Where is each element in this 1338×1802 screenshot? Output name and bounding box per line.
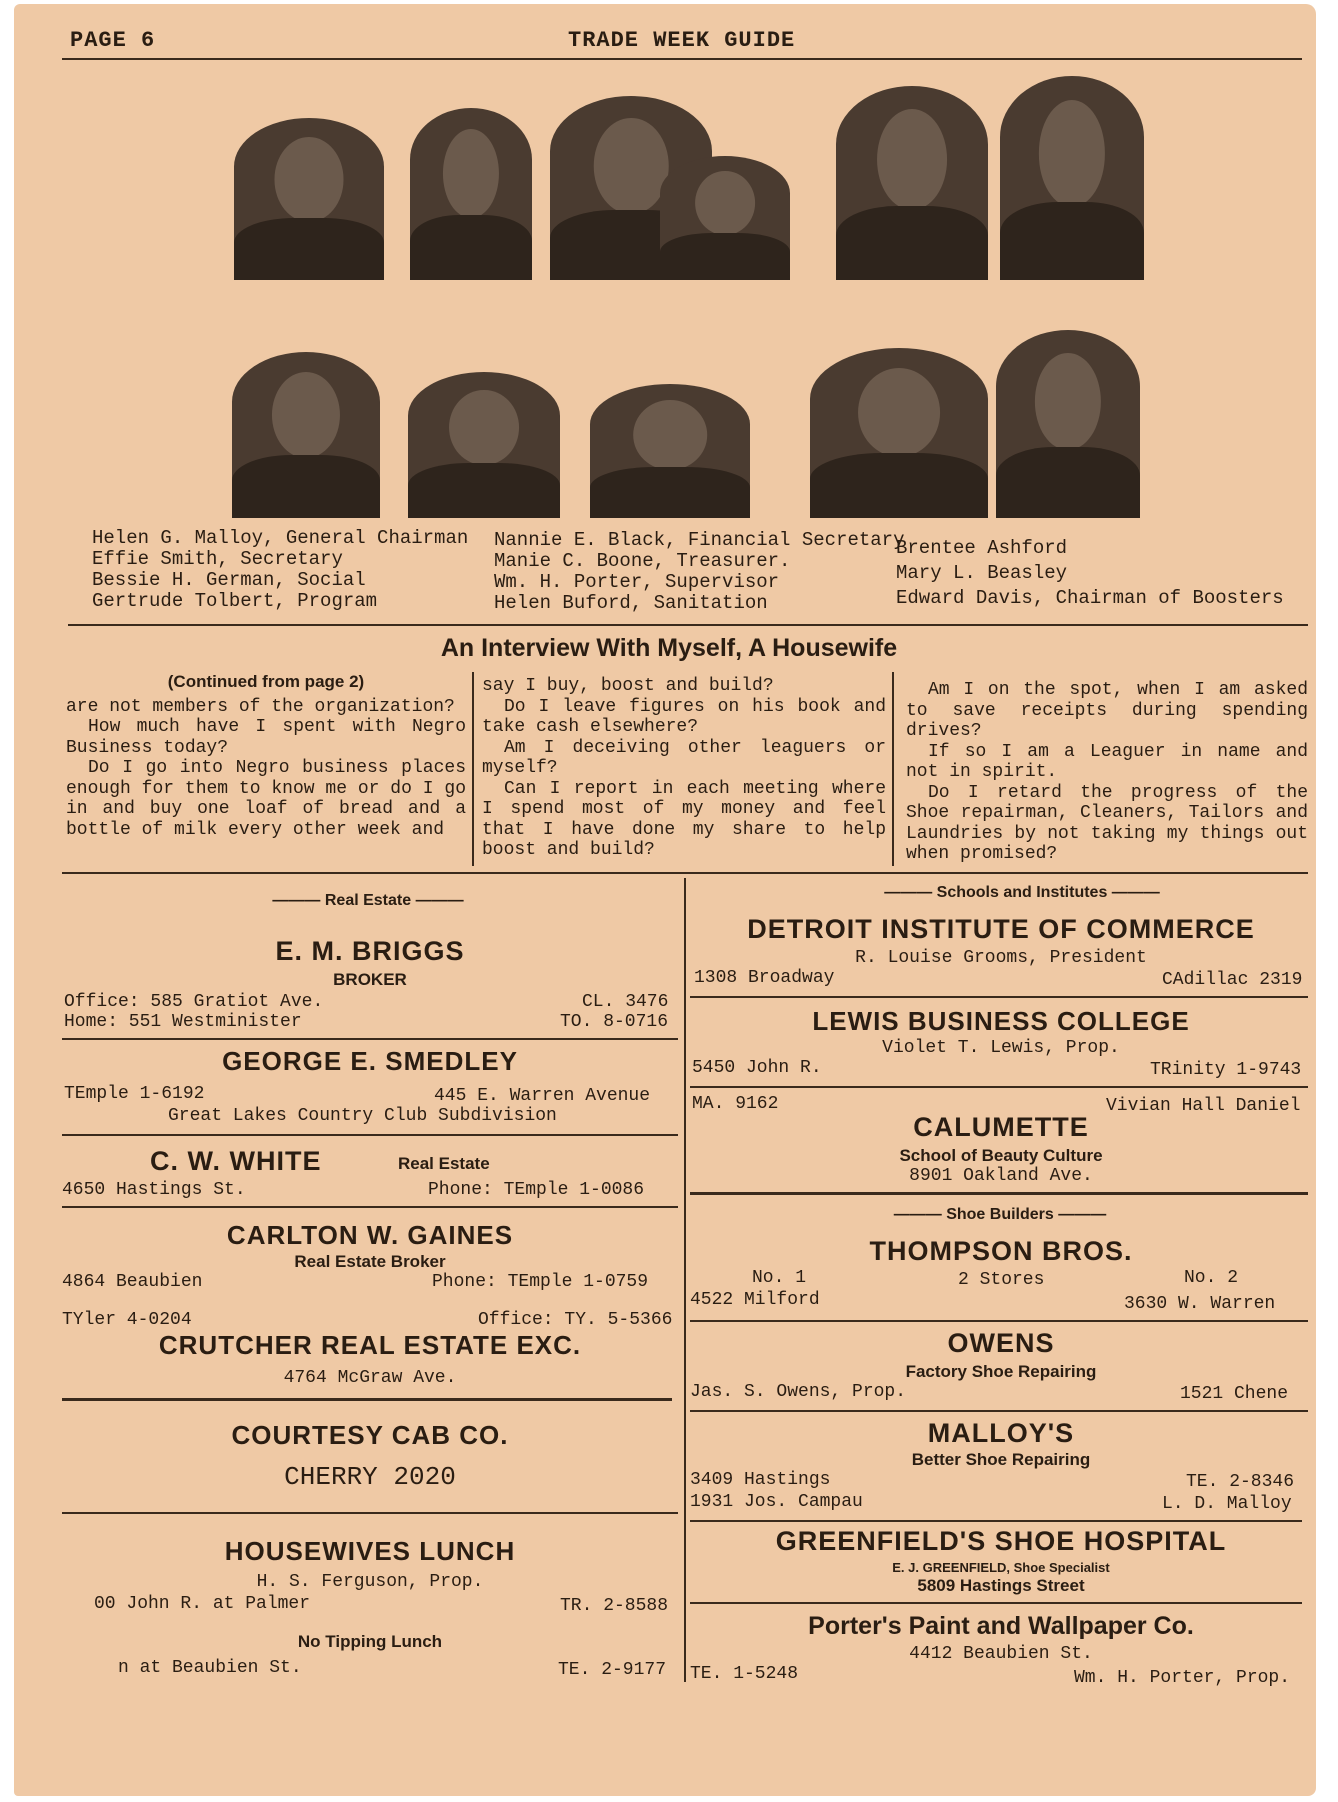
caption-line: Helen G. Malloy, General Chairman: [92, 527, 469, 549]
smedley-phone: TEmple 1-6192: [64, 1084, 205, 1104]
crutcher-phone-1: TYler 4-0204: [62, 1310, 192, 1330]
malloy-owner: L. D. Malloy: [1162, 1494, 1292, 1514]
listing-rule: [62, 1206, 678, 1208]
caption-column-2: [494, 530, 904, 614]
lunch-phone-1: TR. 2-8588: [560, 1596, 669, 1616]
lunch-prop: H. S. Ferguson, Prop.: [256, 1572, 484, 1592]
lunch-name: HOUSEWIVES LUNCH: [224, 1536, 516, 1566]
listing-rule: [62, 1134, 678, 1136]
thompson-no2: No. 2: [1184, 1268, 1239, 1288]
caption-line: Nannie E. Black, Financial Secretary: [494, 529, 905, 551]
malloy-name: MALLOY'S: [927, 1418, 1075, 1448]
briggs-office-phone: CL. 3476: [582, 992, 669, 1012]
gaines-address: 4864 Beaubien: [62, 1272, 203, 1292]
lunch-note: No Tipping Lunch: [297, 1632, 443, 1651]
caption-line: Bessie H. German, Social: [92, 569, 366, 591]
article-paragraph: Am I deceiving other leaguers or myself?: [482, 737, 886, 778]
caption-line: Gertrude Tolbert, Program: [92, 590, 378, 612]
detroit-name: DETROIT INSTITUTE OF COMMERCE: [747, 914, 1255, 944]
smedley-note: Great Lakes Country Club Subdivision: [168, 1106, 557, 1126]
crutcher-address: 4764 McGraw Ave.: [283, 1368, 457, 1388]
briggs-name: E. M. BRIGGS: [275, 936, 465, 966]
caption-rule: [68, 624, 1308, 626]
thompson-address-1: 4522 Milford: [690, 1290, 820, 1310]
thompson-stores: 2 Stores: [958, 1270, 1045, 1290]
portrait-photo: [590, 384, 750, 518]
listing-rule: [690, 996, 1308, 998]
calumette-subtitle: School of Beauty Culture: [899, 1146, 1103, 1165]
briggs-office: Office: 585 Gratiot Ave.: [64, 992, 324, 1012]
greenfield-name: GREENFIELD'S SHOE HOSPITAL: [775, 1526, 1227, 1556]
listing-rule: [62, 1398, 672, 1401]
portrait-photo: [410, 108, 532, 280]
gaines-role: Real Estate Broker: [294, 1252, 446, 1271]
briggs-home: Home: 551 Westminister: [64, 1012, 302, 1032]
article-title: An Interview With Myself, A Housewife: [440, 634, 898, 662]
cab-phone: CHERRY 2020: [284, 1462, 456, 1492]
article-paragraph: Do I retard the progress of the Shoe repairman, Cleaners, Tailors and Laundries by not taking my things out when promised?: [906, 782, 1308, 864]
caption-line: Edward Davis, Chairman of Boosters: [896, 587, 1284, 609]
listing-rule: [690, 1410, 1308, 1412]
header-rule: [62, 58, 1302, 60]
white-role: Real Estate: [398, 1154, 490, 1173]
calumette-owner: Vivian Hall Daniel: [1106, 1096, 1301, 1116]
lewis-name: LEWIS BUSINESS COLLEGE: [812, 1006, 1190, 1036]
listing-rule: [690, 1320, 1308, 1322]
porter-address: 4412 Beaubien St.: [909, 1644, 1093, 1664]
greenfield-address: 5809 Hastings Street: [917, 1576, 1085, 1595]
owens-name: OWENS: [947, 1328, 1055, 1358]
detroit-president: R. Louise Grooms, President: [855, 948, 1147, 968]
thompson-no1: No. 1: [752, 1268, 807, 1288]
briggs-home-phone: TO. 8-0716: [560, 1012, 669, 1032]
calumette-phone: MA. 9162: [692, 1094, 779, 1114]
article-paragraph: Do I go into Negro business places enough for them to know me or do I go in and buy one loaf of bread and a bottle of milk every other week and: [66, 758, 466, 840]
section-heading-schools: ——— Schools and Institutes ———: [884, 884, 1160, 901]
briggs-role: BROKER: [333, 970, 407, 989]
lunch-address-1: 00 John R. at Palmer: [94, 1594, 311, 1614]
article-paragraph: Can I report in each meeting where I spend most of my money and feel that I have done my share to help boost and build?: [482, 778, 886, 860]
listing-rule: [690, 1086, 1308, 1088]
caption-column-1: [92, 528, 468, 612]
smedley-name: GEORGE E. SMEDLEY: [222, 1046, 518, 1076]
page-number: PAGE 6: [70, 28, 156, 53]
caption-line: Helen Buford, Sanitation: [494, 592, 768, 614]
portrait-photo: [810, 348, 988, 518]
portrait-photo: [1000, 76, 1144, 280]
article-column-3: [906, 680, 1308, 865]
page-title: TRADE WEEK GUIDE: [568, 28, 796, 53]
caption-column-3: [896, 536, 1284, 611]
article-paragraph: are not members of the organization?: [66, 696, 455, 717]
article-column-2: [482, 676, 886, 861]
calumette-name: CALUMETTE: [913, 1112, 1089, 1142]
white-address: 4650 Hastings St.: [62, 1180, 246, 1200]
article-paragraph: Do I leave figures on his book and take cash elsewhere?: [482, 696, 886, 737]
caption-line: Brentee Ashford: [896, 537, 1068, 559]
lewis-prop: Violet T. Lewis, Prop.: [882, 1038, 1120, 1058]
lewis-address: 5450 John R.: [692, 1058, 822, 1078]
owens-prop: Jas. S. Owens, Prop.: [690, 1382, 907, 1402]
owens-subtitle: Factory Shoe Repairing: [905, 1362, 1097, 1381]
continued-note: (Continued from page 2): [167, 672, 365, 691]
article-paragraph: How much have I spent with Negro Business today?: [66, 717, 466, 758]
listing-rule: [690, 1520, 1302, 1522]
article-rule: [62, 872, 1308, 874]
malloy-subtitle: Better Shoe Repairing: [911, 1450, 1091, 1469]
malloy-address-2: 1931 Jos. Campau: [690, 1492, 863, 1512]
article-column-1: [66, 672, 466, 840]
caption-line: Manie C. Boone, Treasurer.: [494, 550, 791, 572]
portrait-photo: [234, 118, 384, 280]
section-heading-shoes: ——— Shoe Builders ———: [893, 1206, 1107, 1223]
detroit-address: 1308 Broadway: [694, 968, 835, 988]
listing-rule: [690, 1192, 1308, 1195]
caption-line: Wm. H. Porter, Supervisor: [494, 571, 780, 593]
cab-name: COURTESY CAB CO.: [231, 1420, 509, 1450]
white-phone: Phone: TEmple 1-0086: [428, 1180, 645, 1200]
lunch-address-2: n at Beaubien St.: [118, 1658, 302, 1678]
owens-address: 1521 Chene: [1180, 1384, 1289, 1404]
gaines-phone: Phone: TEmple 1-0759: [432, 1272, 649, 1292]
crutcher-phone-2: Office: TY. 5-5366: [478, 1310, 673, 1330]
column-divider: [472, 672, 474, 866]
portrait-photo: [836, 86, 988, 280]
portrait-photo: [232, 352, 380, 518]
article-paragraph: Am I on the spot, when I am asked to save receipts during spending drives?: [906, 680, 1308, 741]
section-heading-real-estate: ——— Real Estate ———: [272, 892, 464, 909]
smedley-address: 445 E. Warren Avenue: [434, 1086, 651, 1106]
malloy-phone: TE. 2-8346: [1186, 1472, 1295, 1492]
article-paragraph: If so I am a Leaguer in name and not in spirit.: [906, 741, 1308, 782]
thompson-name: THOMPSON BROS.: [869, 1236, 1133, 1266]
detroit-phone: CAdillac 2319: [1162, 970, 1303, 990]
crutcher-name: CRUTCHER REAL ESTATE EXC.: [158, 1330, 582, 1360]
portrait-photo: [660, 156, 790, 280]
porter-phone: TE. 1-5248: [690, 1664, 799, 1684]
lunch-phone-2: TE. 2-9177: [558, 1660, 667, 1680]
greenfield-subtitle: E. J. GREENFIELD, Shoe Specialist: [892, 1560, 1110, 1575]
porter-prop: Wm. H. Porter, Prop.: [1074, 1668, 1291, 1688]
column-divider: [892, 672, 894, 866]
gaines-name: CARLTON W. GAINES: [226, 1220, 514, 1250]
listing-rule: [62, 1038, 678, 1040]
porter-name: Porter's Paint and Wallpaper Co.: [808, 1612, 1194, 1640]
calumette-address: 8901 Oakland Ave.: [909, 1166, 1093, 1186]
white-name: C. W. WHITE: [150, 1146, 322, 1176]
malloy-address-1: 3409 Hastings: [690, 1470, 831, 1490]
portrait-photo: [996, 330, 1140, 518]
thompson-address-2: 3630 W. Warren: [1124, 1294, 1276, 1314]
caption-line: Effie Smith, Secretary: [92, 548, 343, 570]
directory-divider: [684, 878, 686, 1682]
lewis-phone: TRinity 1-9743: [1150, 1060, 1302, 1080]
portrait-photo: [408, 372, 560, 518]
listing-rule: [62, 1512, 678, 1514]
caption-line: Mary L. Beasley: [896, 562, 1068, 584]
article-paragraph: say I buy, boost and build?: [482, 676, 774, 696]
listing-rule: [690, 1602, 1302, 1604]
